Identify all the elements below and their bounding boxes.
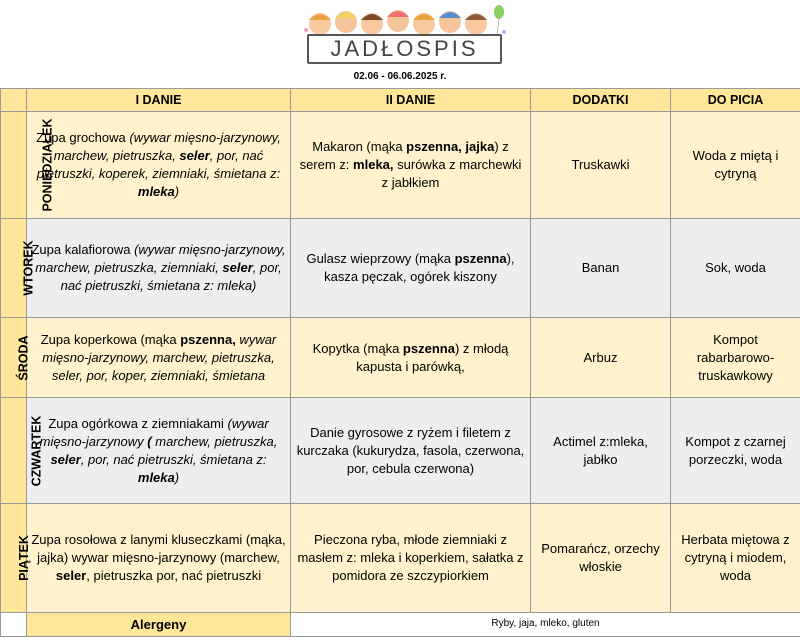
text-segment: mleka <box>137 469 175 485</box>
text-segment: ) <box>174 184 180 199</box>
text-segment: marchew, pietruszka, <box>151 433 278 449</box>
extras-cell: Arbuz <box>531 318 671 398</box>
second-course-cell <box>291 318 531 398</box>
extras-cell: Pomarańcz, orzechy włoskie <box>531 504 671 613</box>
text-segment: , por, nać pietruszki, koperek, ziemniaki, śmietana z: <box>36 148 281 181</box>
text-segment: Pieczona ryba, młode ziemniaki z masłem z: mleka i koperkiem, sałatka z pomidora ze szczypiorkiem <box>297 532 524 583</box>
corner-cell <box>1 89 27 112</box>
allergens-value: Ryby, jaja, mleko, gluten <box>291 613 800 637</box>
text-segment: mleka <box>137 184 175 199</box>
text-segment: ), kasza pęczak, ogórek kiszony <box>324 251 515 284</box>
allergens-label: Alergeny <box>27 613 291 637</box>
text-segment: surówka z marchewki z jabłkiem <box>381 157 522 190</box>
children-decoration-icon <box>300 4 510 38</box>
text-segment: mleka, <box>353 157 394 172</box>
text-segment: (wywar mięsno-jarzynowy, marchew, pietruszka, <box>53 130 281 163</box>
text-segment: ) <box>174 469 180 485</box>
text-segment: ( <box>147 433 152 449</box>
text-segment: Zupa kalafiorowa <box>31 242 135 257</box>
day-label: PONIEDZIAŁEK <box>1 112 27 219</box>
day-row <box>1 112 800 219</box>
drink-cell: Herbata miętowa z cytryną i miodem, woda <box>671 504 800 613</box>
extras-cell: Actimel z:mleka, jabłko <box>531 398 671 504</box>
first-course-cell <box>27 318 291 398</box>
column-header-second: II DANIE <box>291 89 531 112</box>
text-segment: Makaron (mąka <box>312 139 407 154</box>
blank-cell <box>1 613 27 637</box>
text-segment: pszenna, <box>180 331 236 347</box>
date-range: 02.06 - 06.06.2025 r. <box>353 71 447 82</box>
text-segment: Zupa grochowa <box>36 130 130 145</box>
page-title: JADŁOSPIS <box>307 34 502 64</box>
text-segment: wywar mięsno-jarzynowy, marchew, pietruszka, seler, por, koper, ziemniaki, śmietana <box>42 331 277 383</box>
column-header-extras: DODATKI <box>531 89 671 112</box>
extras-cell: Banan <box>531 219 671 318</box>
first-course-cell <box>27 504 291 613</box>
text-segment: , pietruszka por, nać pietruszki <box>86 568 262 583</box>
column-header-first: I DANIE <box>27 89 291 112</box>
text-segment: Kopytka (mąka <box>312 340 403 356</box>
day-label: WTOREK <box>1 219 27 318</box>
menu-header <box>0 0 800 88</box>
day-row <box>1 398 800 504</box>
text-segment: ) z młodą kapusta i parówką, <box>356 340 509 374</box>
day-row <box>1 318 800 398</box>
text-segment: , por, nać pietruszki, śmietana z: <box>80 451 267 467</box>
second-course-cell <box>291 112 531 219</box>
text-segment: ) z serem z: <box>299 139 509 172</box>
text-segment: Zupa koperkowa (mąka <box>40 331 181 347</box>
drink-cell: Kompot z czarnej porzeczki, woda <box>671 398 800 504</box>
day-label: ŚRODA <box>1 318 27 398</box>
text-segment: (wywar mięsno-jarzynowy, marchew, pietruszka, ziemniaki, <box>35 242 286 275</box>
text-segment: seler <box>55 568 87 583</box>
text-segment: pszenna <box>454 251 507 266</box>
drink-cell: Sok, woda <box>671 219 800 318</box>
text-segment: pszenna <box>402 340 455 356</box>
second-course-cell <box>291 219 531 318</box>
column-header-drink: DO PICIA <box>671 89 800 112</box>
text-segment: (wywar mięsno-jarzynowy <box>39 415 269 449</box>
day-label: PIĄTEK <box>1 504 27 613</box>
text-segment: , por, nać pietruszki, śmietana z: mleka) <box>60 260 282 293</box>
drink-cell: Woda z miętą i cytryną <box>671 112 800 219</box>
day-row <box>1 219 800 318</box>
text-segment: Danie gyrosowe z ryżem i filetem z kurczaka (kukurydza, fasola, czerwona, por, cebula czerwona) <box>296 424 525 476</box>
text-segment: Zupa rosołowa z lanymi kluseczkami (mąka, jajka) wywar mięsno-jarzynowy (marchew, <box>31 532 286 565</box>
first-course-cell <box>27 112 291 219</box>
text-segment: seler <box>179 148 210 163</box>
first-course-cell <box>27 398 291 504</box>
allergens-row <box>1 613 800 637</box>
day-row <box>1 504 800 613</box>
drink-cell: Kompot rabarbarowo-truskawkowy <box>671 318 800 398</box>
text-segment: Zupa ogórkowa z ziemniakami <box>48 415 228 431</box>
second-course-cell <box>291 504 531 613</box>
text-segment: seler <box>222 260 253 275</box>
extras-cell: Truskawki <box>531 112 671 219</box>
text-segment: Gulasz wieprzowy (mąka <box>306 251 455 266</box>
text-segment: seler <box>50 451 81 467</box>
second-course-cell <box>291 398 531 504</box>
menu-header-row <box>1 89 800 112</box>
text-segment: pszenna, jajka <box>406 139 495 154</box>
day-label: CZWARTEK <box>1 398 27 504</box>
menu-table <box>0 88 800 637</box>
first-course-cell <box>27 219 291 318</box>
